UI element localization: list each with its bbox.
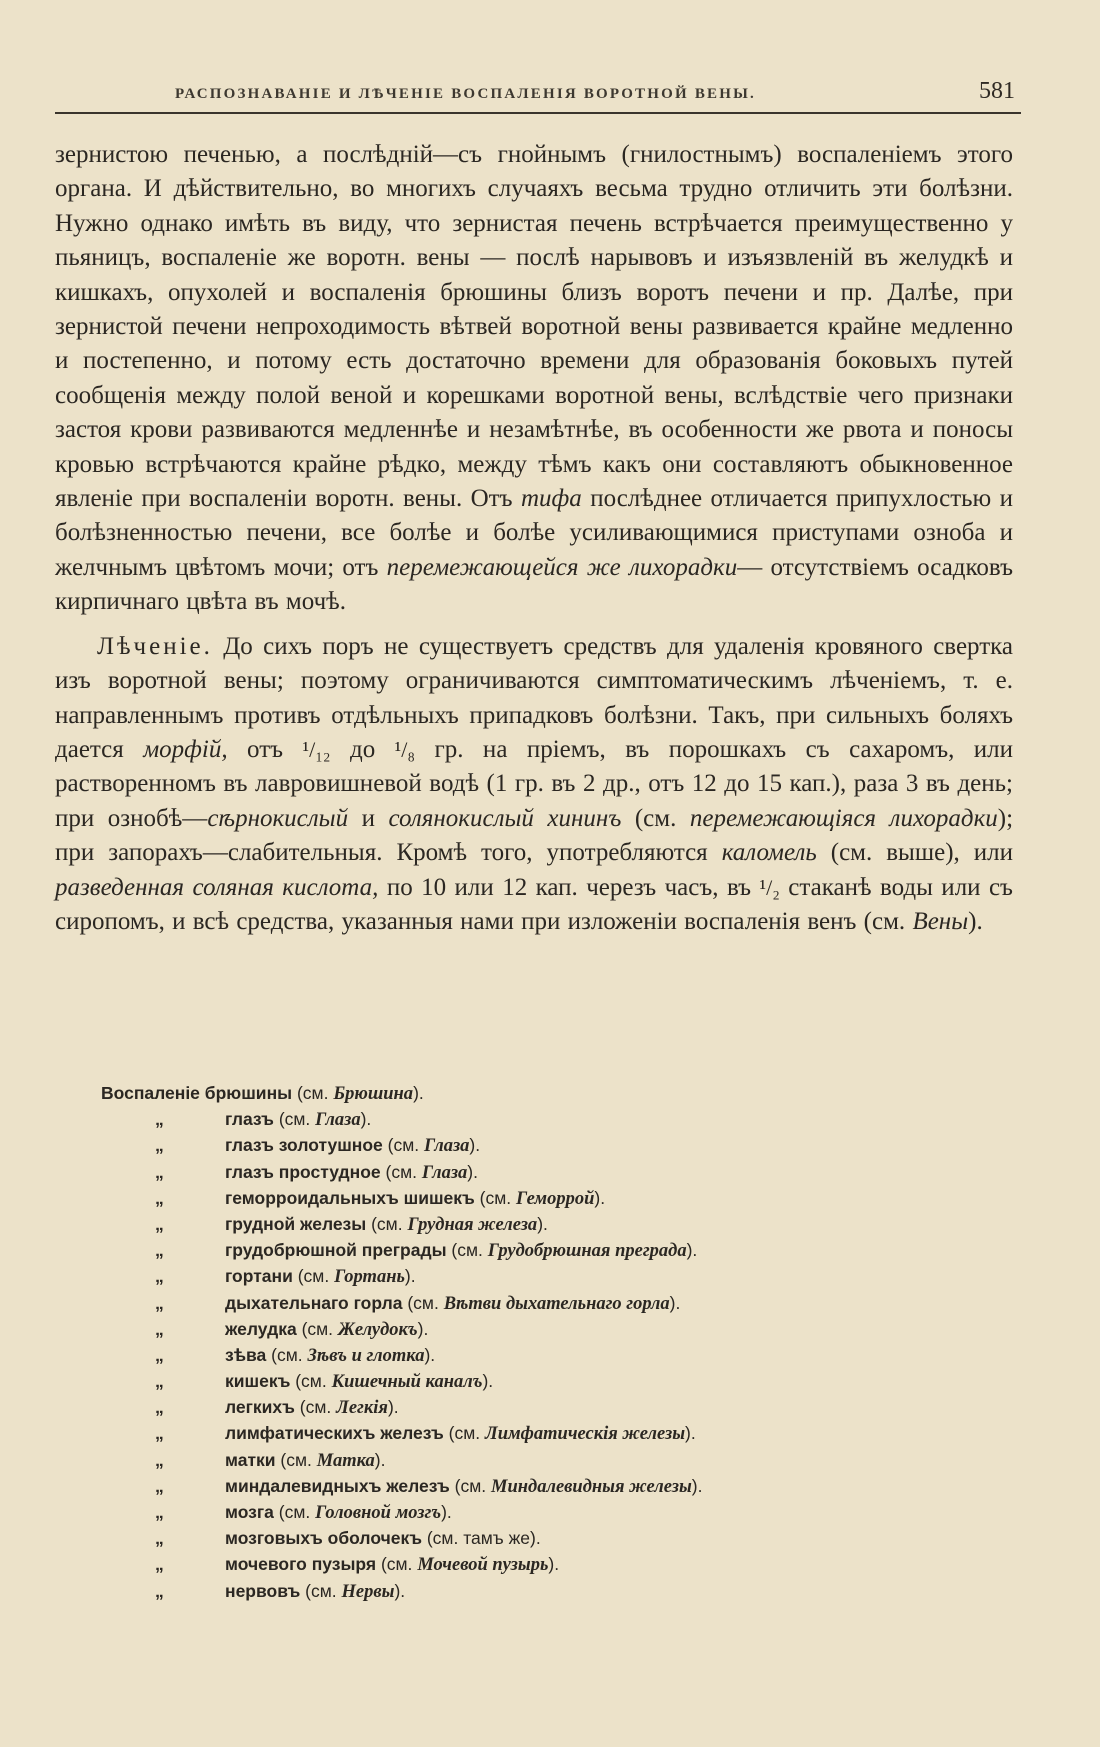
index-term: гортани (225, 1266, 293, 1287)
index-entry: „ грудной железы (см. Грудная железа). (101, 1211, 1001, 1237)
index-reference: Глаза (424, 1136, 470, 1157)
paragraph-diagnosis: зернистою печенью, а послѣдній—съ гнойнымъ (гнилостнымъ) воспаленіемъ этого органа. И дѣйствительно, во многихъ случаяхъ весьма трудно отличить эти болѣзни. Нужно однако имѣть въ виду, что зернистая печень встрѣчается преимущественно у пьяницъ, воспаленіе же воротн. вены — послѣ нарывовъ и изъязвленій въ желудкѣ и кишкахъ, опухолей и воспаленія брюшины близъ воротъ печени и пр. Далѣе, при зернистой печени непроходимость вѣтвей воротной вены развивается крайне медленно и постепенно, и потому есть достаточно времени для образованія боковыхъ путей сообщенія между полой веной и корешками воротной вены, вслѣдствіе чего признаки застоя крови развиваются медленнѣе и незамѣтнѣе, въ особенности же рвота и поносы кровью встрѣчаются крайне рѣдко, между тѣмъ какъ они составляютъ обыкновенное явленіе при воспаленіи воротн. вены. Отъ тифа послѣднее отличается припухлостью и болѣзненностью печени, все болѣе и болѣе усиливающимися приступами озноба и желчнымъ цвѣтомъ мочи; отъ перемежающейся же лихорадки— отсутствіемъ осадковъ кирпичнаго цвѣта въ мочѣ. (55, 141, 1014, 616)
index-entry: „ дыхательнаго горла (см. Вѣтви дыхательнаго горла). (101, 1290, 1001, 1316)
term-intermittent-fever: перемежающейся же лихорадки (386, 553, 738, 581)
index-term: глазъ золотушное (225, 1135, 383, 1156)
ditto-mark: „ (155, 1109, 164, 1130)
index-term: зѣва (225, 1344, 267, 1365)
paragraph-treatment: Лѣченіе. До сихъ поръ не существуетъ средствъ для удаленія кровяного свертка изъ воротной вены; поэтому ограничиваются симптоматическимъ лѣченіемъ, т. е. направленнымъ противъ отдѣльныхъ припадковъ болѣзни. Такъ, при сильныхъ боляхъ дается морфій, отъ ¹/₁₂ до ¹/₈ гр. на пріемъ, въ порошкахъ съ сахаромъ, или растворенномъ въ лавровишневой водѣ (1 гр. въ 2 др., отъ 12 до 15 кап.), раза 3 въ день; при ознобѣ—сѣрнокислый и солянокислый хининъ (см. перемежающіяся лихорадки); при запорахъ—слабительныя. Кромѣ того, употребляются каломель (см. выше), или разведенная соляная кислота, по 10 или 12 кап. черезъ часъ, въ ¹/₂ стаканѣ воды или съ сиропомъ, и всѣ средства, указанныя нами при изложеніи воспаленія венъ (см. Вены). (55, 632, 1014, 935)
index-term: нервовъ (225, 1580, 301, 1601)
index-entry: „ грудобрюшной преграды (см. Грудобрюшная преграда). (101, 1237, 1001, 1263)
index-entry: „ нервовъ (см. Нервы). (101, 1578, 1001, 1604)
index-entry: „ мочевого пузыря (см. Мочевой пузырь). (101, 1551, 1001, 1577)
index-reference: Кишечный каналъ (331, 1372, 483, 1393)
index-reference: Геморрой (516, 1188, 595, 1209)
index-reference: Брюшина (333, 1084, 414, 1104)
ditto-mark: „ (155, 1554, 164, 1575)
term-hydrochloric-acid: разведенная соляная кислота, (55, 873, 379, 901)
ditto-mark: „ (155, 1580, 164, 1601)
fraction: ¹/₂ (759, 874, 780, 900)
index-reference: Легкія (336, 1398, 388, 1419)
cross-reference-index (101, 1080, 1001, 1604)
index-term: миндалевидныхъ железъ (225, 1475, 450, 1496)
index-term: матки (225, 1449, 276, 1470)
ditto-mark: „ (155, 1318, 164, 1339)
index-term: кишекъ (225, 1371, 291, 1392)
index-term: Воспаленіе брюшины (101, 1083, 293, 1103)
term-typhus: тифа (520, 485, 582, 513)
index-term: лимфатическихъ железъ (225, 1423, 444, 1444)
index-term: легкихъ (225, 1397, 295, 1418)
index-term: грудной железы (225, 1213, 367, 1234)
index-term: мозга (225, 1502, 274, 1522)
index-entry: „ гортани (см. Гортань). (101, 1263, 1001, 1289)
ditto-mark: „ (155, 1371, 164, 1392)
index-term: грудобрюшной преграды (225, 1240, 447, 1261)
main-text (55, 138, 1013, 939)
ditto-mark: „ (155, 1502, 164, 1522)
index-reference: Желудокъ (337, 1319, 418, 1340)
index-reference: Грудобрюшная преграда (487, 1241, 687, 1262)
index-reference: Мочевой пузырь (417, 1555, 549, 1576)
index-reference: Вѣтви дыхательнаго горла (443, 1293, 670, 1314)
ditto-mark: „ (155, 1240, 164, 1261)
index-entry: „ миндалевидныхъ железъ (см. Миндалевидныя железы). (101, 1473, 1001, 1499)
index-reference: Грудная железа (407, 1214, 538, 1235)
index-reference: Гортань (334, 1267, 405, 1288)
fraction: ¹/₈ (394, 736, 416, 762)
ditto-mark: „ (155, 1449, 164, 1470)
term-sulfate: сѣрнокислый (207, 804, 349, 832)
index-entry: „ зѣва (см. Зѣвъ и глотка). (101, 1342, 1001, 1368)
index-term: желудка (225, 1318, 297, 1339)
index-reference: Головной мозгъ (315, 1503, 442, 1523)
ditto-mark: „ (155, 1292, 164, 1313)
index-entry: „ желудка (см. Желудокъ). (101, 1316, 1001, 1342)
index-reference: Глаза (421, 1162, 468, 1183)
index-entry: Воспаленіе брюшины (см. Брюшина). (101, 1083, 424, 1104)
index-entry: „ мозга (см. Головной мозгъ). (101, 1499, 1001, 1525)
ditto-mark: „ (155, 1187, 164, 1208)
index-reference: Миндалевидныя железы (491, 1476, 692, 1497)
page-number: 581 (979, 78, 1015, 104)
ditto-mark: „ (155, 1213, 164, 1234)
index-reference: Зѣвъ и глотка (307, 1345, 425, 1366)
index-entry: „ глазъ золотушное (см. Глаза). (101, 1132, 1001, 1158)
term-calomel: каломель (721, 839, 817, 867)
ditto-mark: „ (155, 1161, 164, 1182)
index-reference: Лимфатическія железы (485, 1424, 686, 1445)
index-reference: Матка (316, 1450, 375, 1471)
index-entry: „ геморроидальныхъ шишекъ (см. Геморрой). (101, 1185, 1001, 1211)
ditto-mark: „ (155, 1397, 164, 1418)
ditto-mark: „ (155, 1266, 164, 1287)
term-morphine: морфій, (143, 735, 228, 763)
index-entry: „ глазъ простудное (см. Глаза). (101, 1159, 1001, 1185)
index-entry: „ лимфатическихъ железъ (см. Лимфатическія железы). (101, 1420, 1001, 1446)
index-entry: „ глазъ (см. Глаза). (101, 1106, 1001, 1132)
ditto-mark: „ (155, 1475, 164, 1496)
term-fevers-ref: перемежающіяся лихорадки (689, 804, 998, 832)
index-reference: Нервы (341, 1581, 395, 1602)
index-term: дыхательнаго горла (225, 1292, 403, 1313)
treatment-heading: Лѣченіе. (97, 632, 213, 660)
ditto-mark: „ (155, 1423, 164, 1444)
index-term: мозговыхъ оболочекъ (225, 1528, 422, 1549)
index-term: глазъ (225, 1109, 274, 1130)
index-term: мочевого пузыря (225, 1554, 377, 1575)
index-term: глазъ простудное (225, 1161, 381, 1182)
ditto-mark: „ (155, 1528, 164, 1549)
ditto-mark: „ (155, 1344, 164, 1365)
running-title: РАСПОЗНАВАНІЕ И ЛѢЧЕНІЕ ВОСПАЛЕНІЯ ВОРОТНОЙ ВЕНЫ. (175, 86, 756, 102)
index-entry: „ кишекъ (см. Кишечный каналъ). (101, 1368, 1001, 1394)
running-header (55, 78, 1021, 114)
index-term: геморроидальныхъ шишекъ (225, 1187, 475, 1208)
index-entry: „ мозговыхъ оболочекъ (см. тамъ же). (101, 1525, 1001, 1551)
index-reference: Глаза (315, 1110, 361, 1131)
term-veins-ref: Вены (912, 907, 969, 935)
term-quinine: солянокислый хининъ (388, 804, 622, 832)
fraction: ¹/₁₂ (302, 736, 331, 762)
index-entry: „ легкихъ (см. Легкія). (101, 1394, 1001, 1420)
index-entry: „ матки (см. Матка). (101, 1447, 1001, 1473)
ditto-mark: „ (155, 1135, 164, 1156)
